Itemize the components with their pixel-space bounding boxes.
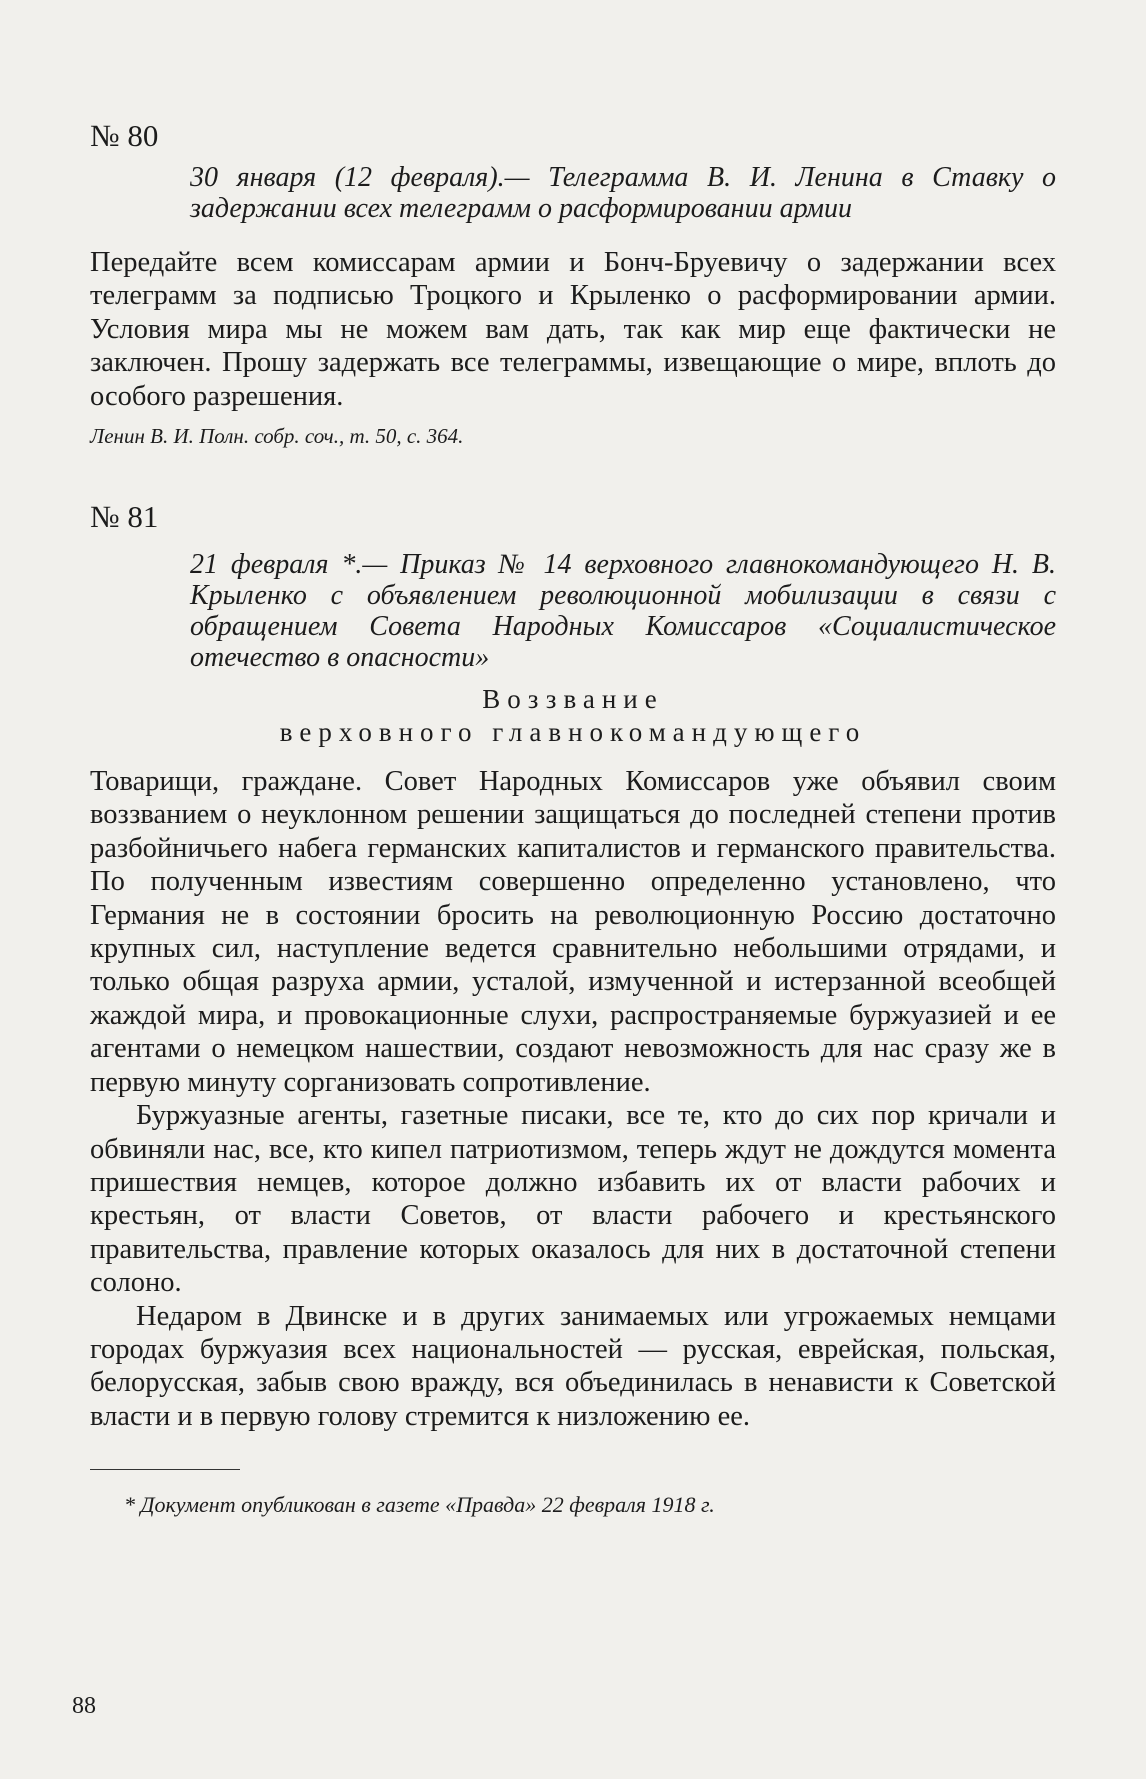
source-citation: Ленин В. И. Полн. собр. соч., т. 50, с. 364. <box>90 424 464 449</box>
page-number: 88 <box>72 1693 96 1719</box>
footnote-divider <box>90 1469 240 1470</box>
document-81 <box>90 499 1056 1433</box>
document-header: 30 января (12 февраля).— Телеграмма В. И. Ленина в Ставку о задержании всех телеграмм о расформировании армии <box>190 162 1056 224</box>
body-paragraph: Буржуазные агенты, газетные писаки, все те, кто до сих пор кричали и обвиняли нас, все, кто кипел патриотизмом, теперь ждут не дождутся момента пришествия немцев, которое должно избавить их от власти рабочих и крестьян, от власти Советов, от власти рабочего и крестьянского правительства, правление которых оказалось для них в достаточной степени солоно. <box>90 1100 1056 1299</box>
appeal-title: Воззвание <box>482 684 664 715</box>
document-header: 21 февраля *.— Приказ № 14 верховного главнокомандующего Н. В. Крыленко с объявлением революционной мобилизации в связи с обращением Совета Народных Комиссаров «Социалистическое отечество в опасности» <box>190 549 1056 674</box>
document-80 <box>90 118 1056 451</box>
footnote: * Документ опубликован в газете «Правда» 22 февраля 1918 г. <box>124 1492 715 1518</box>
telegram-text: Передайте всем комиссарам армии и Бонч-Бруевичу о задержании всех телеграмм за подписью Троцкого и Крыленко о расформировании армии. Условия мира мы не можем вам дать, так как мир еще фактически не заключен. Прошу задержать все телеграммы, извещающие о мире, вплоть до особого разрешения. <box>90 247 1056 412</box>
appeal-subtitle: верховного главнокомандующего <box>279 717 867 748</box>
page-content <box>90 118 1056 1520</box>
body-paragraph: Недаром в Двинске и в других занимаемых или угрожаемых немцами городах буржуазия всех национальностей — русская, еврейская, польская, белорусская, забыв свою вражду, вся объединилась в ненависти к Советской власти и в первую голову стремится к низложению ее. <box>90 1300 1056 1432</box>
document-number: № 80 <box>90 118 159 153</box>
document-number: № 81 <box>90 499 159 535</box>
body-paragraph: Товарищи, граждане. Совет Народных Комиссаров уже объявил своим воззванием о неуклонном решении защищаться до последней степени против разбойничьего набега германских капиталистов и германского правительства. По полученным известиям совершенно определенно установлено, что Германия не в состоянии бросить на революционную Россию достаточно крупных сил, наступление ведется сравнительно небольшими отрядами, и только общая разруха армии, усталой, измученной и истерзанной всеобщей жаждой мира, и провокационные слухи, распространяемые буржуазией и ее агентами о немецком нашествии, создают невозможность для нас сразу же в первую минуту сорганизовать сопротивление. <box>90 766 1056 1098</box>
